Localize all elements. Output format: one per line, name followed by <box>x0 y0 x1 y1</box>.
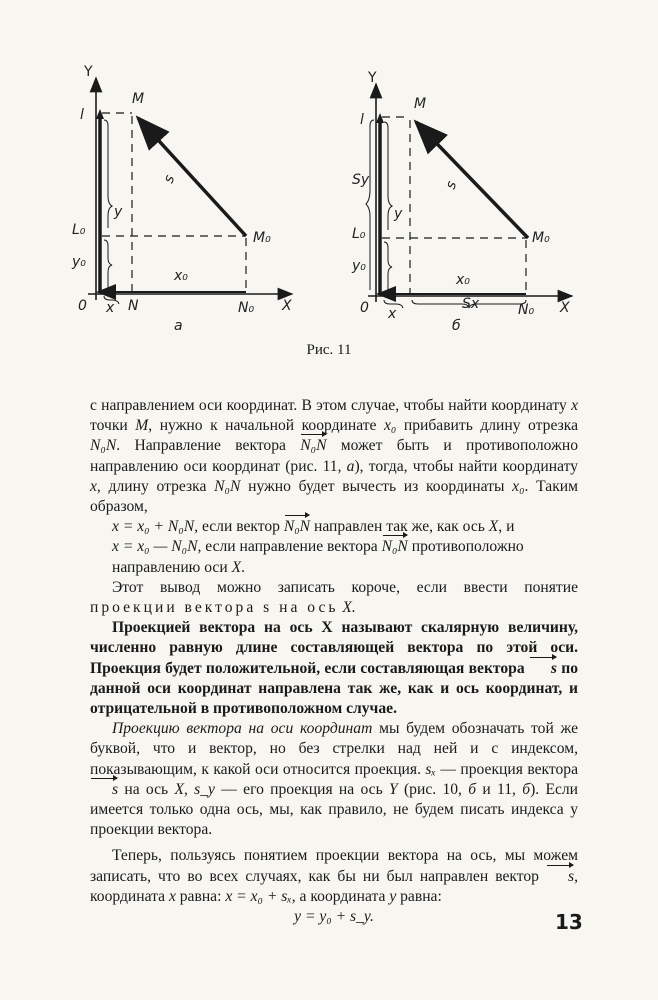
label-L0: L₀ <box>72 222 86 238</box>
label-l: l <box>80 107 84 123</box>
figure-11 <box>0 0 658 330</box>
label-x-b: x <box>388 306 397 322</box>
label-N: N <box>128 298 139 314</box>
figure-caption: Рис. 11 <box>306 342 352 358</box>
x-axis-label-b: X <box>560 300 570 316</box>
paragraph-1: с направлением оси координат. В этом случае, чтобы найти координату x точки M, нужно к начальной координате x₀ прибавить длину отрезка N₀N. Направление вектора N₀N может быть и противоположно направлению оси координат (рис. 11, а), тогда, чтобы найти координату x, длину отрезка N₀N нужно будет вычесть из координаты x₀. Таким образом, <box>90 397 578 516</box>
paragraph-3: Проекцией вектора на ось X называют скалярную величину, численно равную длине составляющей вектора по этой оси. Проекция будет положительной, если составляющая вектора s по данной оси координат направлена так же, как и ось координат, и отрицательной в противоположном случае. <box>90 619 578 718</box>
label-M0-b: M₀ <box>532 230 550 246</box>
label-sx: Sx <box>462 296 480 312</box>
formula-3: y = y₀ + s_y. <box>294 908 374 926</box>
paragraph-2: Этот вывод можно записать короче, если ввести понятие проекции вектора s на ось X. <box>90 578 578 617</box>
figure-svg <box>0 0 658 330</box>
label-y0: y₀ <box>72 254 86 270</box>
formula-2: x = x₀ — N₀N, если направление вектора N₀N противоположно направлению оси X. <box>112 538 524 576</box>
label-M0: M₀ <box>253 230 271 246</box>
label-M-b: M <box>414 96 427 112</box>
label-N0: N₀ <box>238 300 255 316</box>
y-axis-label-b: Y <box>368 70 377 86</box>
label-y0-b: y₀ <box>352 258 366 274</box>
label-origin: 0 <box>78 298 87 314</box>
label-M: M <box>132 91 145 107</box>
x-axis-label: X <box>282 298 292 314</box>
label-sy: Sy <box>352 172 370 188</box>
paragraph-5: Теперь, пользуясь понятием проекции вектора на ось, мы можем записать, что во всех случаях, как бы ни был направлен вектор s, координата x равна: x = x₀ + sₓ, а координата y равна: <box>90 847 578 905</box>
formula-1: x = x₀ + N₀N, если вектор N₀N направлен так же, как ось X, и <box>112 517 578 537</box>
label-y: y <box>114 204 123 220</box>
page-number: 13 <box>555 910 583 934</box>
diagram-a <box>71 64 292 330</box>
label-b: б <box>452 318 461 330</box>
label-origin-b: 0 <box>360 300 369 316</box>
label-s-b: s <box>442 179 461 192</box>
label-y-b: y <box>394 206 403 222</box>
vector-s-b <box>416 122 528 238</box>
y-axis-label: Y <box>84 64 93 80</box>
body-text <box>90 396 578 927</box>
diagram-b <box>351 70 572 330</box>
label-x0-b: x₀ <box>456 272 470 288</box>
label-x: x <box>106 300 115 316</box>
label-L0-b: L₀ <box>352 226 366 242</box>
label-s: s <box>160 173 179 186</box>
vector-s <box>138 118 246 236</box>
paragraph-4: Проекцию вектора на оси координат мы будем обозначать той же буквой, что и вектор, но без стрелки над ней и с индексом, показывающим, к какой оси относится проекция. sₓ — проекция вектора s на ось X, s_y — его проекция на ось Y (рис. 10, б и 11, б). Если имеется только одна ось, мы, как правило, не будем писать индекса у проекции вектора. <box>90 720 579 839</box>
label-N0-b: N₀ <box>518 302 535 318</box>
label-x0: x₀ <box>174 268 188 284</box>
label-l-b: l <box>360 112 364 128</box>
label-a: а <box>174 318 183 330</box>
